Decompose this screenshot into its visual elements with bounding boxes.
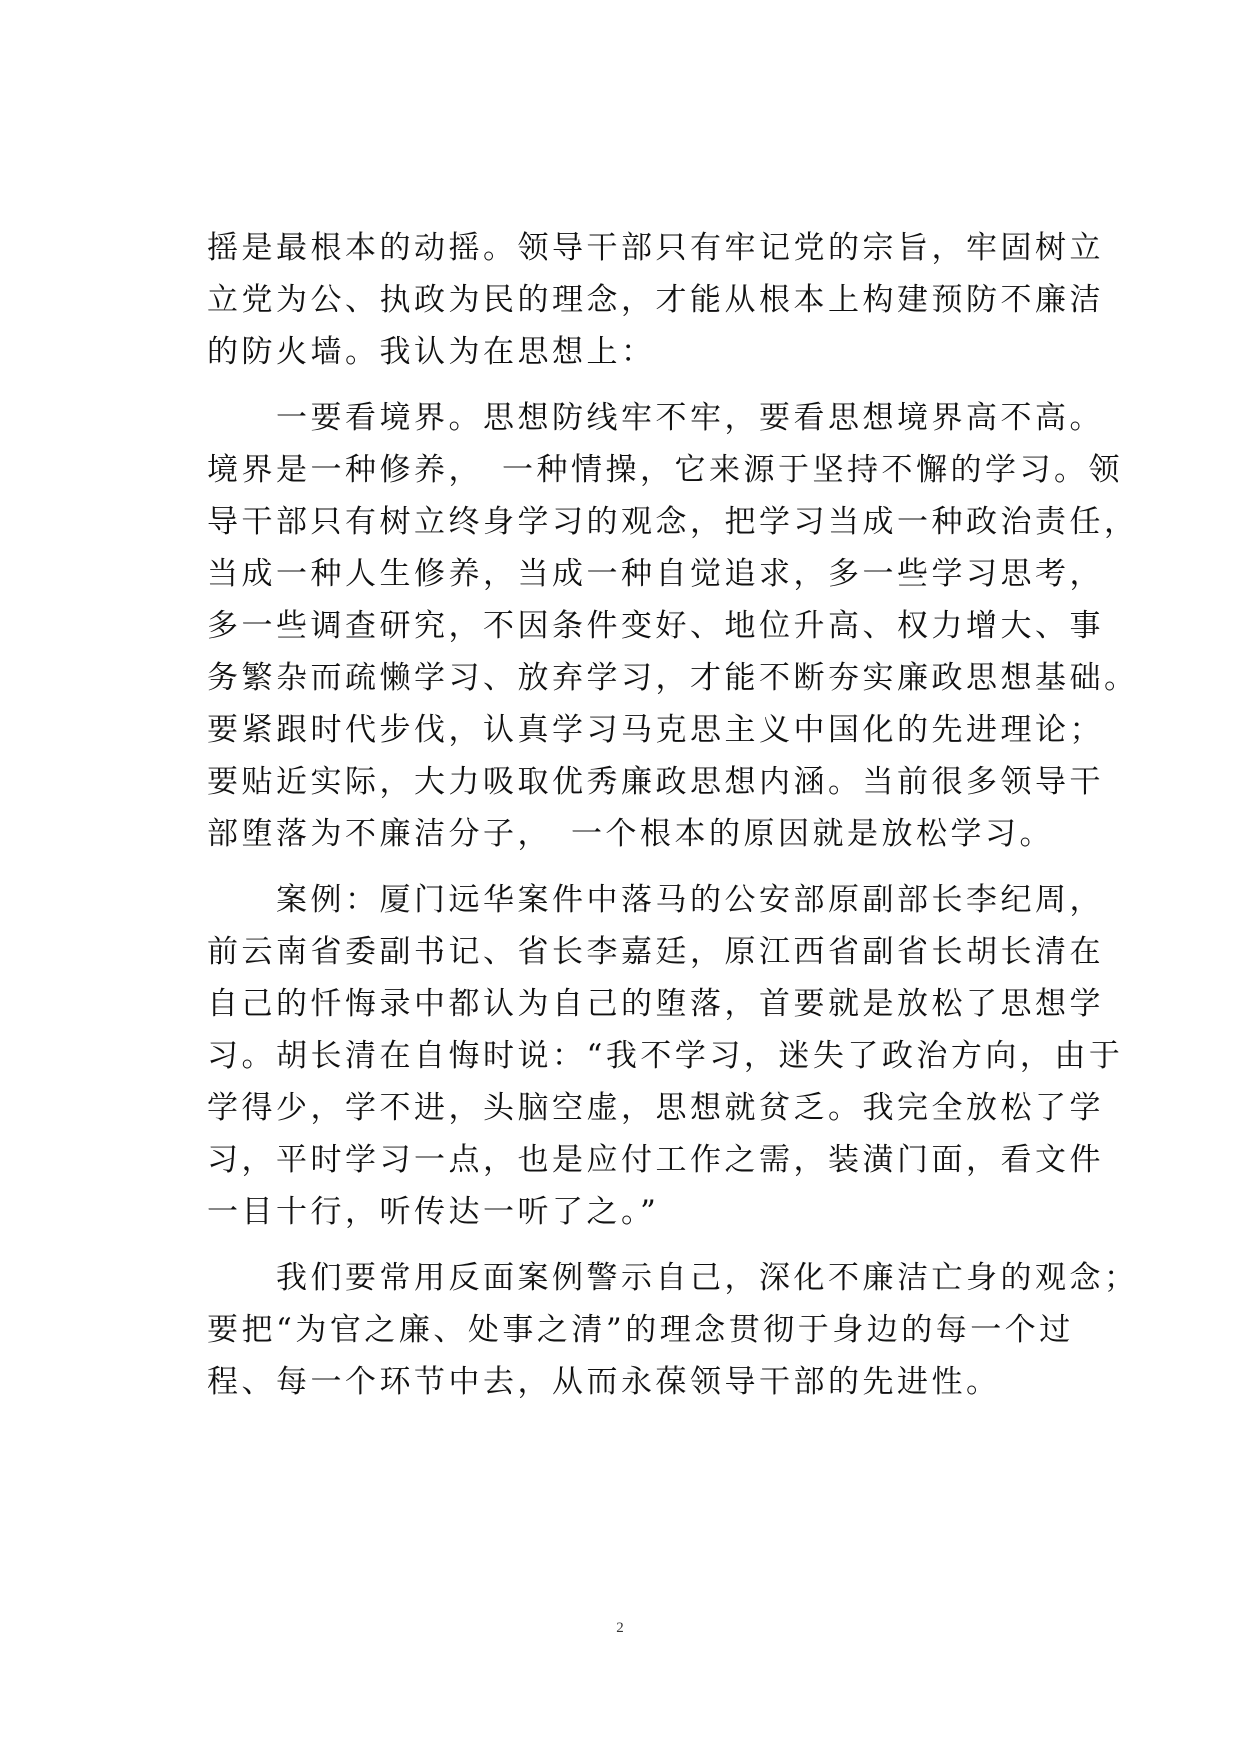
text-line: 学得少，学不进，头脑空虚，思想就贫乏。我完全放松了学 (207, 1090, 1104, 1126)
text-line: 案例：厦门远华案件中落马的公安部原副部长李纪周， (207, 882, 1104, 918)
paragraph-case-study (207, 874, 1124, 1238)
text-line: 一要看境界。思想防线牢不牢，要看思想境界高不高。 (207, 400, 1104, 436)
text-line: 要紧跟时代步伐，认真学习马克思主义中国化的先进理论； (207, 712, 1104, 748)
text-line: 的防火墙。我认为在思想上： (207, 334, 656, 370)
text-line: 当成一种人生修养，当成一种自觉追求，多一些学习思考， (207, 556, 1104, 592)
text-line: 部堕落为不廉洁分子， 一个根本的原因就是放松学习。 (207, 816, 1054, 852)
text-line: 摇是最根本的动摇。领导干部只有牢记党的宗旨，牢固树立 (207, 230, 1104, 266)
paragraph-realm (207, 392, 1139, 860)
document-body (207, 222, 1139, 1408)
text-line: 多一些调查研究，不因条件变好、地位升高、权力增大、事 (207, 608, 1104, 644)
text-line: 程、每一个环节中去，从而永葆领导干部的先进性。 (207, 1364, 1001, 1400)
text-line: 要贴近实际，大力吸取优秀廉政思想内涵。当前很多领导干 (207, 764, 1104, 800)
paragraph-warning (207, 1252, 1139, 1408)
text-line: 务繁杂而疏懒学习、放弃学习，才能不断夯实廉政思想基础。 (207, 660, 1139, 696)
text-line: 要把“为官之廉、处事之清”的理念贯彻于身边的每一个过 (207, 1312, 1074, 1348)
page-number: 2 (616, 1620, 624, 1636)
text-line: 我们要常用反面案例警示自己，深化不廉洁亡身的观念； (207, 1260, 1139, 1296)
text-line: 一目十行，听传达一听了之。” (207, 1194, 660, 1230)
paragraph-thought-foundation (207, 222, 1104, 378)
text-line: 立党为公、执政为民的理念，才能从根本上构建预防不廉洁 (207, 282, 1104, 318)
text-line: 前云南省委副书记、省长李嘉廷，原江西省副省长胡长清在 (207, 934, 1104, 970)
text-line: 习，平时学习一点，也是应付工作之需，装潢门面，看文件 (207, 1142, 1104, 1178)
text-line: 自己的忏悔录中都认为自己的堕落，首要就是放松了思想学 (207, 986, 1104, 1022)
text-line: 境界是一种修养， 一种情操，它来源于坚持不懈的学习。领 (207, 452, 1123, 488)
text-line: 导干部只有树立终身学习的观念，把学习当成一种政治责任， (207, 504, 1139, 540)
text-line: 习。胡长清在自悔时说：“我不学习，迷失了政治方向，由于 (207, 1038, 1124, 1074)
